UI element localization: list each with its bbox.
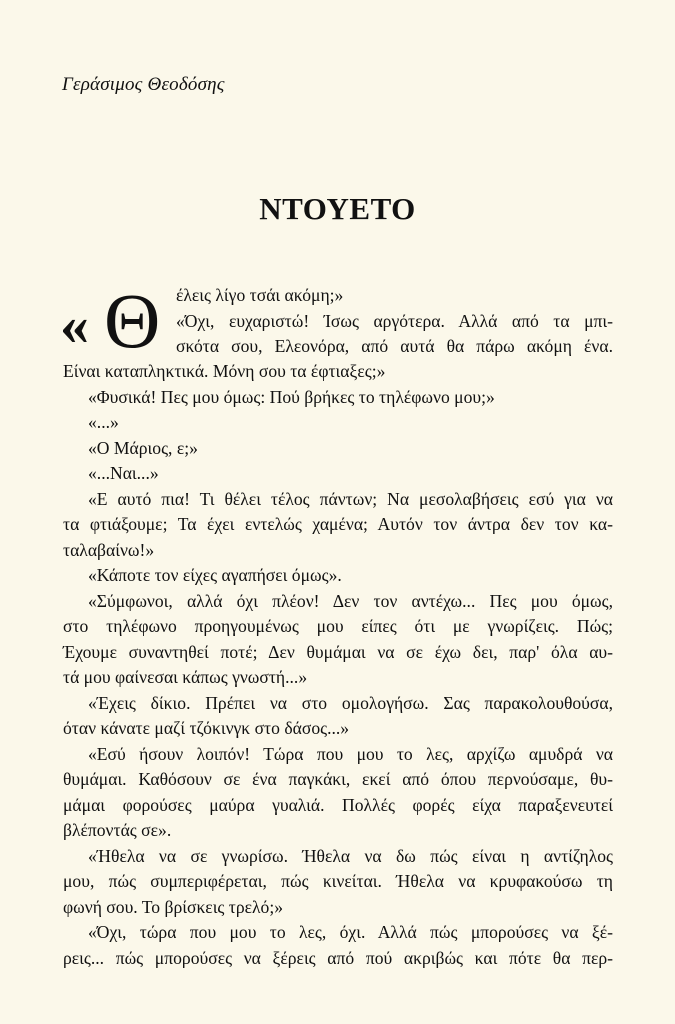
text-line: φωνή σου. Το βρίσκεις τρελό;» [63,896,284,917]
text-line: θυμάμαι. Καθόσουν σε ένα παγκάκι, εκεί από όπου περνούσαμε, θυ- [63,769,613,789]
opening-lines [176,283,613,360]
text-line: στο τηλέφωνο προηγουμένως μου είπες ότι με γνωρίζεις. Πώς; [63,616,613,636]
text-line: όταν κάνατε μαζί τζόκινγκ στο δάσος...» [63,718,350,738]
chapter-title: ΝΤΟΥΕΤΟ [259,191,416,226]
text-line: τα φτιάξουμε; Τα έχει εντελώς χαμένα; Αυτόν τον άντρα δεν τον κα- [63,514,613,534]
text-line: ταλαβαίνω!» [63,539,155,560]
text-line: «Κάποτε τον είχες αγαπήσει όμως». [88,565,342,585]
text-line: «Ε αυτό πια! Τι θέλει τέλος πάντων; Να μεσολαβήσεις εσύ για να [88,488,613,509]
drop-cap-letter: Θ [104,277,161,364]
text-line: σκότα σου, Ελεονόρα, από αυτά θα πάρω ακόμη ένα. [176,336,613,356]
text-line: «...» [88,412,119,432]
text-line: «Εσύ ήσουν λοιπόν! Τώρα που μου το λες, αρχίζω αμυδρά να [88,743,613,764]
text-line: «Όχι, ευχαριστώ! Ίσως αργότερα. Αλλά από τα μπι- [176,310,613,331]
text-line: μου, πώς συμπεριφέρεται, πώς κινείται. Ήθελα να κρυφακούσω τη [63,871,613,891]
text-line: «Ήθελα να σε γνωρίσω. Ήθελα να δω πώς είναι η αντίζηλος [88,845,613,866]
text-line: βλέποντάς σε». [63,820,172,840]
text-line: «Σύμφωνοι, αλλά όχι πλέον! Δεν τον αντέχω... Πες μου όμως, [88,590,613,611]
text-line: «...Ναι...» [88,463,159,483]
body-text [63,359,613,971]
text-line: τά μου φαίνεσαι κάπως γνωστή...» [63,667,308,687]
text-line: Έχουμε συναντηθεί ποτέ; Δεν θυμάμαι να σε έχω δει, παρ' όλα αυ- [63,641,613,662]
drop-cap-quote: « [60,292,89,357]
text-line: έλεις λίγο τσάι ακόμη;» [176,285,344,305]
text-line: μάμαι φορούσες μαύρα γυαλιά. Πολλές φορές είχα παραξενευτεί [63,794,613,815]
text-line: «Έχεις δίκιο. Πρέπει να στο ομολογήσω. Σας παρακολουθούσα, [88,692,613,713]
text-line: «Φυσικά! Πες μου όμως: Πού βρήκες το τηλέφωνο μου;» [88,386,495,407]
text-line: ρεις... πώς μπορούσες να ξέρεις από πού ακριβώς και πότε θα περ- [63,947,613,968]
text-line: «Ο Μάριος, ε;» [88,437,198,458]
text-line: Είναι καταπληκτικά. Μόνη σου τα έφτιαξες;» [63,361,386,381]
author-name: Γεράσιμος Θεοδόσης [62,74,225,95]
text-line: «Όχι, τώρα που μου το λες, όχι. Αλλά πώς μπορούσες να ξέ- [88,922,613,942]
